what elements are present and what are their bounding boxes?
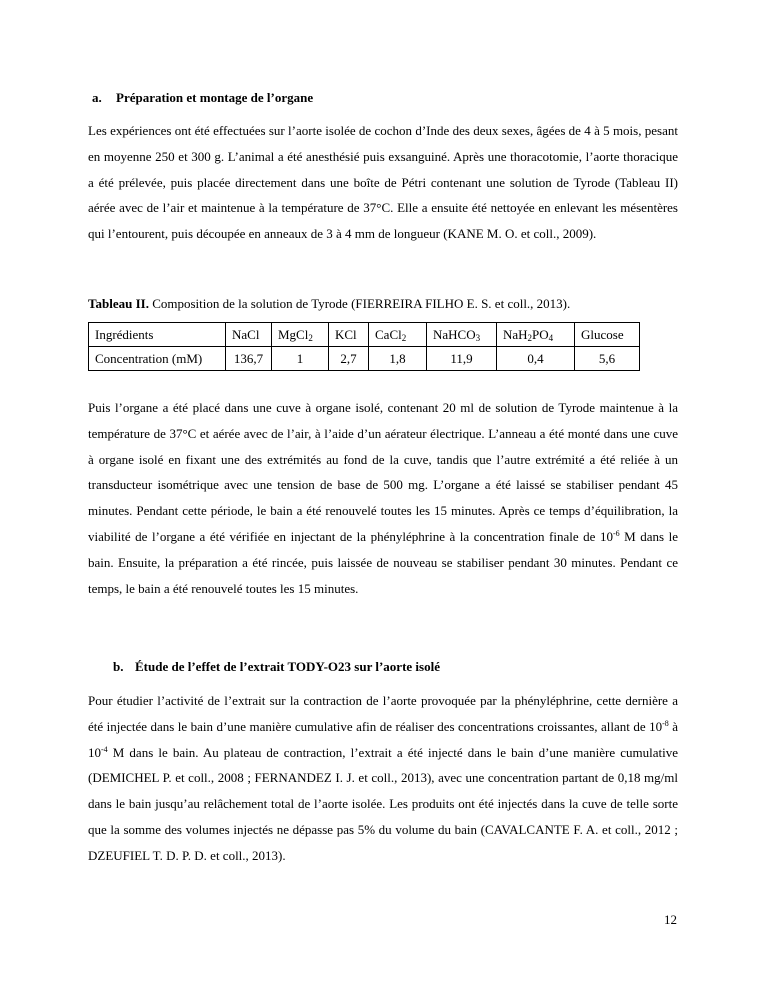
section-b-paragraph: Pour étudier l’activité de l’extrait sur la contraction de l’aorte provoquée par la phényléphrine, cette dernière a été injectée dans le bain d’une manière cumulative afin de réaliser des concentrations croissantes, allant de $10^{-8}$ à $10^{-4}$ M dans le bain. Au plateau de contraction, l’extrait a été injecté dans le bain d’une manière cumulative (DEMICHEL P. et coll., 2008 ; FERNANDEZ I. J. et coll., 2013), avec une concentration partant de 0,18 mg/ml dans le bain jusqu’au relâchement total de l’aorte isolée. Les produits ont été injectés dans la cuve de telle sorte que la somme des volumes injectés ne dépasse pas 5% du volume du bain (CAVALCANTE F. A. et coll., 2012 ; DZEUFIEL T. D. P. D. et coll., 2013). [88, 693, 678, 863]
table-caption-text: Composition de la solution de Tyrode (FIERREIRA FILHO E. S. et coll., 2013). [148, 296, 571, 311]
value-cacl2: 1,8 [369, 347, 427, 371]
section-b-title: Étude de l’effet de l’extrait TODY-O23 sur l’aorte isolé [135, 659, 440, 674]
value-mgcl2: 1 [272, 347, 329, 371]
section-a-title: Préparation et montage de l’organe [116, 90, 314, 105]
header-nacl: NaCl [226, 323, 272, 347]
section-a-marker: a. [92, 90, 102, 105]
header-kcl: KCl [329, 323, 369, 347]
page-number: 12 [664, 912, 677, 927]
header-ingredients: Ingrédients [89, 323, 226, 347]
row-label: Concentration (mM) [89, 347, 226, 371]
procedure-paragraph: Puis l’organe a été placé dans une cuve à organe isolé, contenant 20 ml de solution de Tyrode maintenue à la température de 37°C et aérée avec de l’air, à l’aide d’un aérateur électrique. L’anneau a été monté dans une cuve à organe isolé en fixant une des extrémités au fond de la cuve, tandis que l’autre extrémité a été reliée à un transducteur isométrique avec une tension de base de 500 mg. L’organe a été laissé se stabiliser pendant 45 minutes. Pendant cette période, le bain a été renouvelé toutes les 15 minutes. Après ce temps d’équilibration, la viabilité de l’organe a été vérifiée en injectant de la phényléphrine à la concentration finale de $10^{-6}$ M dans le bain. Ensuite, la préparation a été rincée, puis laissée de nouveau se stabiliser pendant 30 minutes. Pendant ce temps, le bain a été renouvelé toutes les 15 minutes. [88, 400, 679, 596]
header-nahco3: NaHCO$_3$ [427, 323, 497, 347]
table-caption [88, 295, 570, 313]
value-glucose: 5,6 [575, 347, 640, 371]
section-b-marker: b. [113, 659, 124, 674]
header-nah2po4: $NaH_2PO_4$ [497, 323, 575, 347]
value-nahco3: 11,9 [427, 347, 497, 371]
value-nacl: 136,7 [226, 347, 272, 371]
tyrode-composition-table [88, 322, 640, 371]
header-cacl2: CaCl$_2$ [369, 323, 427, 347]
header-glucose: Glucose [575, 323, 640, 347]
table-row [89, 347, 640, 371]
section-b-heading [113, 659, 440, 675]
value-nah2po4: 0,4 [497, 347, 575, 371]
table-caption-label: Tableau II. [88, 296, 149, 311]
section-a-heading [92, 90, 313, 106]
value-kcl: 2,7 [329, 347, 369, 371]
table-header-row [89, 323, 640, 347]
header-mgcl2: MgCl$_2$ [272, 323, 329, 347]
section-a-paragraph: Les expériences ont été effectuées sur l’aorte isolée de cochon d’Inde des deux sexes, âgées de 4 à 5 mois, pesant en moyenne 250 et 300 g. L’animal a été anesthésié puis exsanguiné. Après une thoracotomie, l’aorte thoracique a été prélevée, puis placée directement dans une boîte de Pétri contenant une solution de Tyrode (Tableau II) aérée avec de l’air et maintenue à la température de 37°C. Elle a ensuite été nettoyée en enlevant les mésentères qui l’entourent, puis découpée en anneaux de 3 à 4 mm de longueur (KANE M. O. et coll., 2009). [88, 123, 678, 242]
